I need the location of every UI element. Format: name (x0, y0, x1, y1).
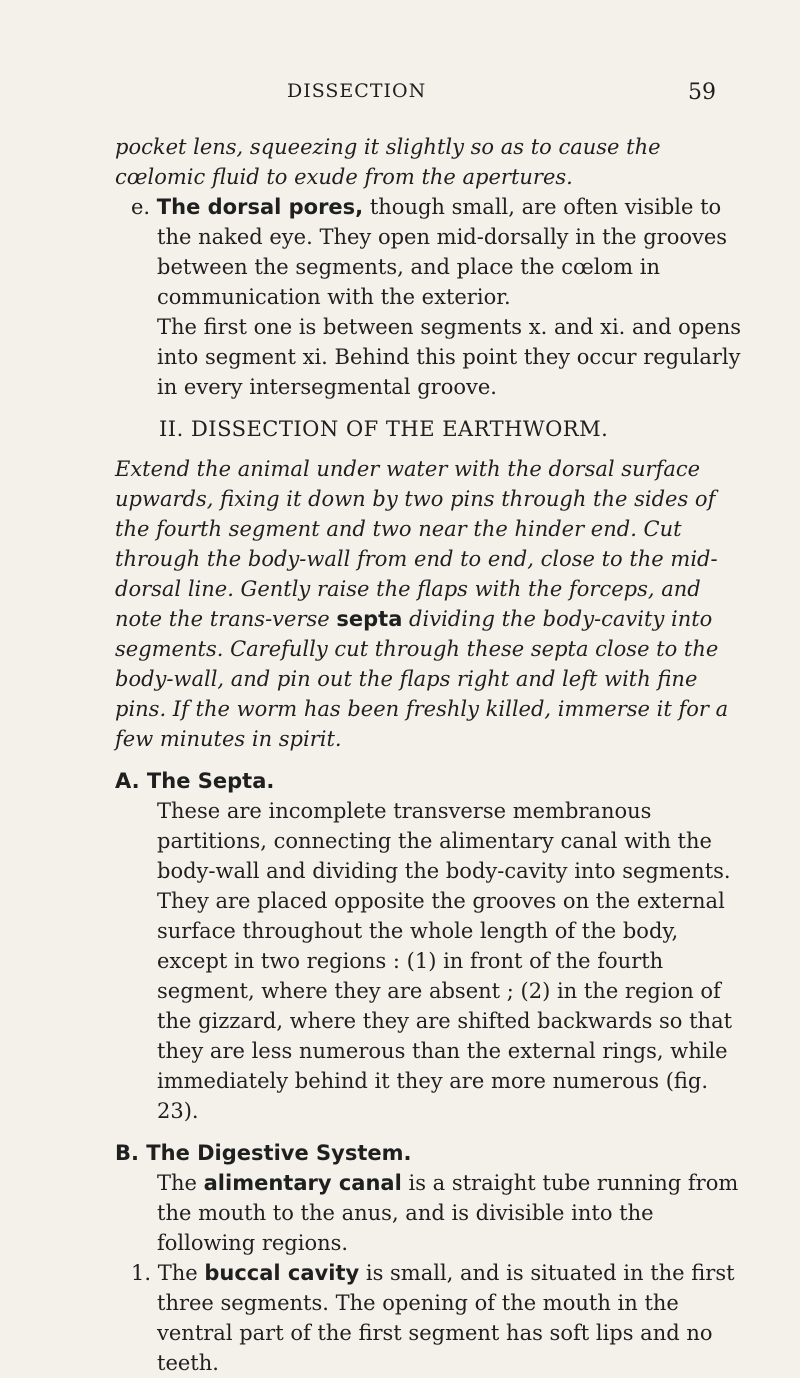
buccal-text-2: is small, and is situated in the first three segments. The opening of the mouth in the ventral part of the first segment has soft lips and no teeth. (157, 1261, 735, 1375)
septa-heading: A. The Septa. (115, 769, 275, 793)
buccal-cavity-term: buccal cavity (204, 1261, 360, 1285)
section-heading: II. DISSECTION OF THE EARTHWORM. (159, 417, 609, 441)
main-text (115, 132, 745, 1378)
dorsal-pores-description: though small, are often visible to the naked eye. They open mid-dorsally in the grooves between the segments, and place the cœlom in communication with the exterior. (157, 195, 728, 309)
paragraph-label-1: 1. (131, 1261, 152, 1285)
alimentary-text-2: is a straight tube running from the mouth to the anus, and is divisible into the following regions. (157, 1171, 739, 1255)
buccal-text-1: The (157, 1261, 205, 1285)
buccal-cavity-paragraph (115, 1258, 745, 1378)
first-pore-location: The first one is between segments x. and xi. and opens into segment xi. Behind this point they occur regularly in every intersegmental groove. (157, 315, 742, 399)
alimentary-canal-description (115, 1168, 745, 1258)
dorsal-pores-paragraph (115, 192, 745, 312)
paragraph-label-e: e. (131, 195, 151, 219)
running-head: DISSECTION (287, 80, 427, 102)
instructions-part-2: dividing the body-cavity into segments. Carefully cut through these septa close to the body-wall, and pin out the flaps right and left with fine pins. If the worm has been freshly killed, immerse it for a few minutes in spirit. (115, 607, 729, 751)
septa-description: These are incomplete transverse membranous partitions, connecting the alimentary canal with the body-wall and dividing the body-cavity into segments. They are placed opposite the grooves on the external surface throughout the whole length of the body, except in two regions : (1) in front of the fourth segment, where they are absent ; (2) in the region of the gizzard, where they are shifted backwards so that they are less numerous than the external rings, while immediately behind it they are more numerous (fig. 23). (157, 799, 733, 1123)
dorsal-pores-term: The dorsal pores, (156, 195, 364, 219)
alimentary-canal-term: alimentary canal (203, 1171, 402, 1195)
page-header (0, 80, 800, 110)
alimentary-text-1: The (157, 1171, 204, 1195)
instructions-part-1: Extend the animal under water with the dorsal surface upwards, fixing it down by two pins through the sides of the fourth segment and two near the hinder end. Cut through the body-wall from end to end, close to the mid-dorsal line. Gently raise the flaps with the forceps, and note the trans-verse (115, 457, 718, 631)
opening-italic-paragraph: pocket lens, squeezing it slightly so as to cause the cœlomic fluid to exude from the apertures. (115, 135, 661, 189)
digestive-system-heading: B. The Digestive System. (115, 1141, 412, 1165)
dissection-instructions (115, 454, 745, 754)
page-number: 59 (688, 80, 716, 105)
septa-term: septa (336, 607, 403, 631)
